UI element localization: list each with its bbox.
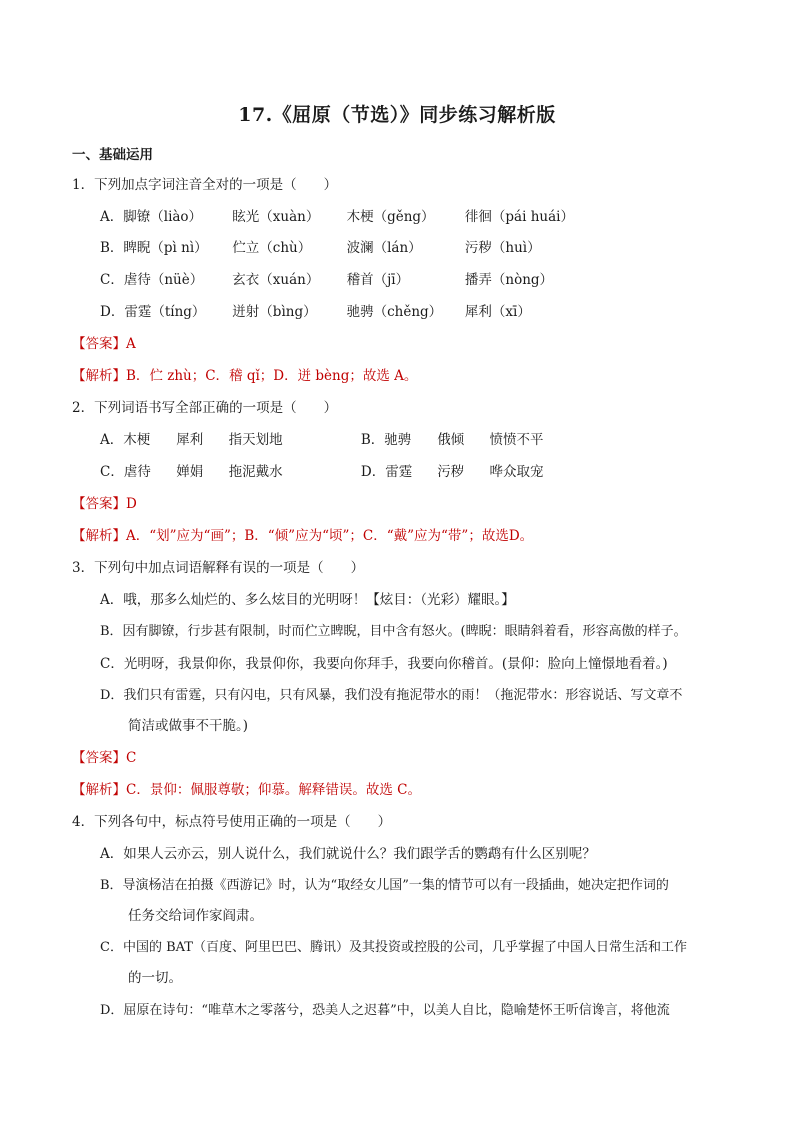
q1-option-c	[100, 270, 553, 290]
analysis-tag: 【解析】	[72, 782, 126, 798]
answer-tag: 【答案】	[72, 336, 126, 352]
q2-answer	[72, 494, 137, 514]
question-1-stem: 1．下列加点字词注音全对的一项是（ ）	[72, 177, 338, 193]
q3-option-b: B．因有脚镣，行步甚有限制，时而伫立睥睨，目中含有怒火。(睥睨：眼睛斜着看，形容高傲的样子。	[100, 624, 687, 639]
q1-d-2: 迸射（bìng）	[232, 304, 317, 320]
analysis-tag: 【解析】	[72, 528, 126, 544]
q1-d-4: 犀利（xī）	[464, 304, 531, 320]
q4-option-d: D．屈原在诗句：“唯草木之零落兮，恐美人之迟暮”中，以美人自比，隐喻楚怀王听信谗言，将他流	[100, 1003, 670, 1018]
q2-a-2: 犀利	[176, 432, 204, 448]
q2-analysis	[72, 526, 533, 546]
q3-option-d: D．我们只有雷霆，只有闪电，只有风暴，我们没有拖泥带水的雨！（拖泥带水：形容说话、写文章不	[100, 688, 683, 703]
q2-c-1: C．虐待	[100, 464, 151, 480]
analysis-text: C．景仰：佩服尊敬；仰慕。解释错误。故选 C。	[126, 782, 421, 798]
q4-option-c-cont: 的一切。	[128, 970, 182, 986]
q2-c-2: 婵娟	[176, 464, 204, 480]
q1-c-1: C．虐待（nüè）	[100, 272, 204, 288]
q4-option-b: B．导演杨洁在拍摄《西游记》时，认为“取经女儿国”一集的情节可以有一段插曲，她决定把作词的	[100, 878, 669, 893]
q2-d-1: D．雷霆	[360, 464, 413, 480]
answer-value: D	[126, 496, 137, 512]
q1-analysis	[72, 366, 417, 386]
answer-value: C	[126, 750, 137, 766]
question-2-stem: 2．下列词语书写全部正确的一项是（ ）	[72, 400, 338, 416]
q2-a-1: A．木梗	[100, 432, 151, 448]
q2-b-1: B．驰骋	[360, 432, 412, 448]
q2-d-3: 哗众取宠	[489, 464, 544, 480]
q1-b-2: 伫立（chù）	[232, 240, 312, 256]
q1-d-3: 驰骋（chěng）	[346, 304, 443, 320]
q1-a-2: 眩光（xuàn）	[232, 209, 320, 225]
q1-c-2: 玄衣（xuán）	[232, 272, 320, 288]
question-3-stem: 3．下列句中加点词语解释有误的一项是（ ）	[72, 560, 365, 576]
analysis-tag: 【解析】	[72, 368, 126, 384]
q1-answer	[72, 334, 136, 354]
q4-option-b-cont: 任务交给词作家阎肃。	[128, 908, 263, 924]
question-4-stem: 4．下列各句中，标点符号使用正确的一项是（ ）	[72, 814, 392, 830]
answer-value: A	[126, 336, 136, 352]
q3-answer	[72, 748, 136, 768]
q1-option-d	[100, 302, 531, 322]
answer-tag: 【答案】	[72, 750, 126, 766]
answer-tag: 【答案】	[72, 496, 126, 512]
q3-option-a: A．哦，那多么灿烂的、多么炫目的光明呀！【炫目：（光彩）耀眼。】	[100, 592, 515, 608]
q1-c-4: 播弄（nòng）	[464, 272, 554, 288]
q1-b-4: 污秽（huì）	[464, 240, 541, 256]
q3-option-c: C．光明呀，我景仰你，我景仰你，我要向你拜手，我要向你稽首。(景仰：脸向上憧憬地看着。)	[100, 656, 668, 672]
q1-option-a	[100, 207, 574, 227]
q1-a-1: A．脚镣（liào）	[100, 209, 203, 225]
q1-a-4: 徘徊（pái huái）	[464, 209, 574, 225]
q2-b-2: 俄倾	[437, 432, 465, 448]
q4-option-c: C．中国的 BAT（百度、阿里巴巴、腾讯）及其投资或控股的公司，几乎掌握了中国人日常生活和工作	[100, 940, 687, 955]
q1-d-1: D．雷霆（tíng）	[100, 304, 206, 320]
q3-analysis	[72, 780, 421, 800]
q2-d-2: 污秽	[437, 464, 465, 480]
q4-option-a: A．如果人云亦云，别人说什么，我们就说什么？我们跟学舌的鹦鹉有什么区别呢？	[100, 846, 596, 862]
section-heading: 一、基础运用	[72, 147, 153, 163]
page-title: 17.《屈原（节选）》同步练习解析版	[238, 104, 556, 126]
q1-b-3: 波澜（lán）	[346, 240, 422, 256]
q1-b-1: B．睥睨（pì nì）	[100, 240, 208, 256]
q2-c-3: 拖泥戴水	[228, 464, 283, 480]
analysis-text: A．“划”应为“画”；B．“倾”应为“顷”；C．“戴”应为“带”；故选D。	[126, 528, 534, 544]
q2-b-3: 愤愤不平	[489, 432, 544, 448]
q1-c-3: 稽首（jī）	[346, 272, 410, 288]
q1-option-b	[100, 238, 541, 258]
q3-option-d-cont: 简洁或做事不干脆。)	[128, 718, 249, 734]
q1-a-3: 木梗（gěng）	[346, 209, 435, 225]
q2-a-3: 指天划地	[228, 432, 283, 448]
q2-options-cd	[100, 462, 543, 482]
analysis-text: B．伫 zhù；C．稽 qǐ；D．迸 bèng；故选 A。	[126, 368, 418, 384]
q2-options-ab	[100, 430, 543, 450]
